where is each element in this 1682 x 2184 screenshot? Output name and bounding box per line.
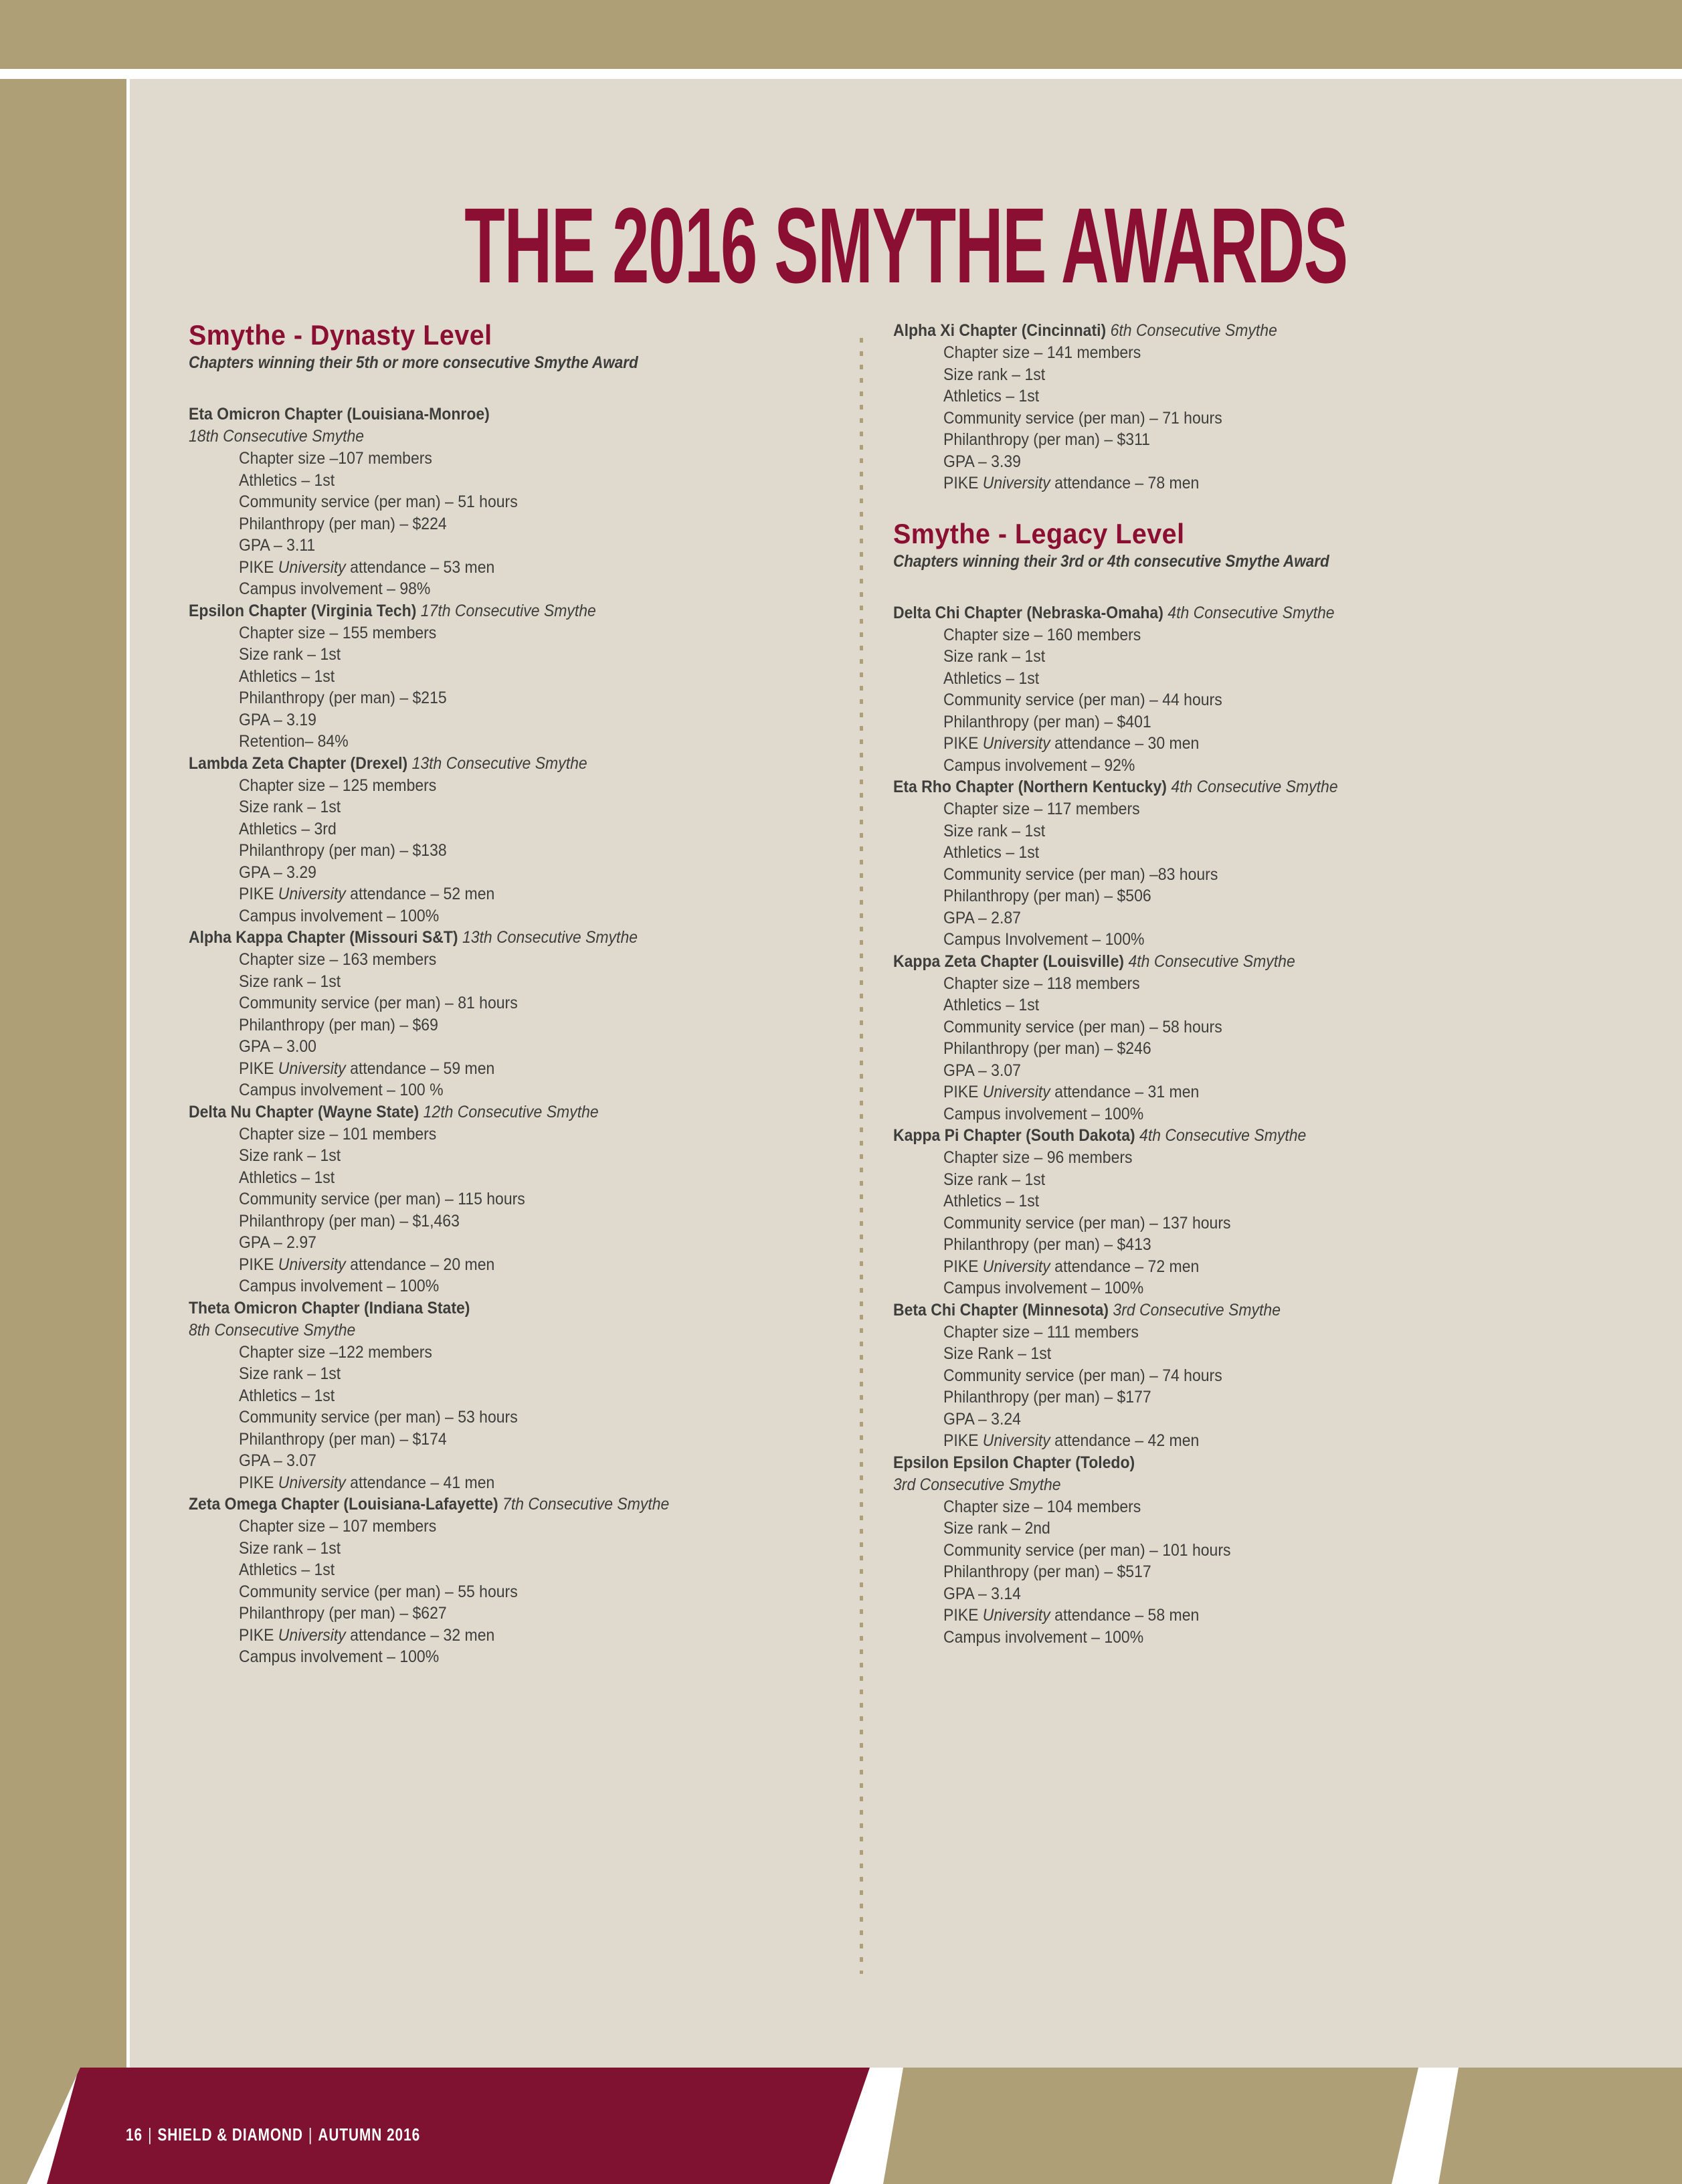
chapter-name: Delta Nu Chapter (Wayne State) 12th Consecutive Smythe [189,1102,599,1121]
chapter-stat: GPA – 3.29 [239,862,316,882]
chapter-stat: Community service (per man) – 53 hours [239,1408,518,1427]
chapter-stat: PIKE University attendance – 32 men [239,1625,495,1645]
section-title-dynasty: Smythe - Dynasty Level [189,319,492,351]
chapter-stat: Size Rank – 1st [943,1344,1052,1363]
chapter-name: Kappa Pi Chapter (South Dakota) 4th Consecutive Smythe [893,1126,1307,1145]
chapter-stat: Size rank – 1st [239,798,341,816]
footer-publication-name: SHIELD & DIAMOND [157,2124,304,2145]
chapter-stat: PIKE University attendance – 41 men [239,1473,495,1492]
chapter-stat: Campus involvement – 100% [943,1627,1144,1647]
chapter-stat: PIKE University attendance – 78 men [943,474,1200,492]
chapter-stat-list [943,1322,1549,1452]
chapter-stat: Philanthropy (per man) – $517 [943,1562,1151,1581]
chapter-stat: Community service (per man) – 137 hours [943,1213,1231,1233]
chapter-stat: Community service (per man) – 58 hours [943,1017,1222,1036]
chapter-stat: Philanthropy (per man) – $224 [239,514,447,533]
footer-separator-1: | [148,2124,153,2145]
chapter-stat: Community service (per man) – 101 hours [943,1540,1231,1560]
chapter-stat: Campus involvement – 100% [943,1104,1144,1123]
column-divider [860,338,863,1974]
chapter-stat-list [943,973,1549,1125]
chapter-stat: Philanthropy (per man) – $177 [943,1388,1151,1406]
chapter-stat: Community service (per man) – 71 hours [943,408,1222,428]
chapter-stat: Community service (per man) – 115 hours [239,1190,525,1208]
chapter-streak: 3rd Consecutive Smythe [893,1475,1061,1494]
chapter-stat-list [943,624,1549,777]
chapter-stat: Philanthropy (per man) – $246 [943,1039,1151,1058]
spacer [893,494,1549,519]
chapter-stat: GPA – 3.07 [943,1061,1021,1080]
chapter-stat: Athletics – 1st [239,1386,335,1405]
chapter-stat: PIKE University attendance – 31 men [943,1083,1200,1101]
chapter-stat: Retention– 84% [239,732,349,751]
chapter-stat: Size rank – 1st [239,1146,341,1165]
right-column [893,320,1549,1648]
chapter-stat: Philanthropy (per man) – $401 [943,712,1151,731]
chapter-stat-list [943,342,1549,494]
chapter-name: Eta Rho Chapter (Northern Kentucky) 4th Consecutive Smythe [893,778,1338,796]
chapter-stat-list [239,775,831,927]
chapter-name: Beta Chi Chapter (Minnesota) 3rd Consecutive Smythe [893,1300,1281,1320]
chapter-stat: PIKE University attendance – 30 men [943,734,1200,753]
chapter-name: Kappa Zeta Chapter (Louisville) 4th Consecutive Smythe [893,951,1295,971]
chapter-stat: Philanthropy (per man) – $215 [239,689,447,707]
chapter-stat: Philanthropy (per man) – $311 [943,430,1150,449]
chapter-stat-list [239,448,831,600]
page-title: THE 2016 SMYTHE AWARDS [464,185,1347,306]
dynasty-chapter-list [189,403,831,1668]
chapter-stat: Chapter size – 104 members [943,1497,1141,1516]
footer-issue: AUTUMN 2016 [318,2124,421,2145]
chapter-stat: Athletics – 1st [239,666,335,686]
chapter-entry [189,927,831,1101]
section-subtitle-dynasty: Chapters winning their 5th or more consecutive Smythe Award [189,353,638,372]
chapter-stat: Campus involvement – 98% [239,579,431,598]
chapter-name: Alpha Kappa Chapter (Missouri S&T) 13th Consecutive Smythe [189,928,638,947]
chapter-stat: Size rank – 1st [943,647,1046,666]
spacer [189,373,831,403]
chapter-stat: PIKE University attendance – 52 men [239,885,495,903]
chapter-stat: Chapter size – 111 members [943,1322,1139,1342]
chapter-stat: PIKE University attendance – 20 men [239,1255,495,1274]
chapter-entry [189,600,831,753]
chapter-streak: 18th Consecutive Smythe [189,427,365,446]
chapter-stat: PIKE University attendance – 58 men [943,1606,1200,1625]
footer-gold-shape-1 [883,2068,1418,2184]
chapter-stat: Community service (per man) – 55 hours [239,1582,518,1601]
chapter-stat: Chapter size – 107 members [239,1517,437,1536]
chapter-name: Epsilon Epsilon Chapter (Toledo) [893,1453,1135,1472]
chapter-stat: PIKE University attendance – 53 men [239,557,495,577]
chapter-entry [893,776,1549,951]
chapter-stat-list [943,1147,1549,1299]
chapter-stat: Size rank – 1st [239,1364,341,1383]
chapter-entry [893,951,1549,1125]
chapter-stat: Community service (per man) – 51 hours [239,492,518,511]
chapter-stat: GPA – 2.97 [239,1233,316,1252]
chapter-stat: Size rank – 1st [239,645,341,664]
legacy-chapter-list [893,602,1549,1649]
chapter-name: Lambda Zeta Chapter (Drexel) 13th Consecutive Smythe [189,753,587,773]
footer-page-number: 16 [126,2124,143,2145]
chapter-stat: Size rank – 2nd [943,1519,1050,1538]
chapter-stat: Philanthropy (per man) – $138 [239,841,447,860]
chapter-name: Alpha Xi Chapter (Cincinnati) 6th Consecutive Smythe [893,321,1277,340]
chapter-stat: Size rank – 1st [943,821,1046,840]
chapter-entry [189,1297,831,1494]
chapter-stat: Philanthropy (per man) – $413 [943,1235,1151,1254]
chapter-stat-list [239,622,831,753]
chapter-stat: Campus involvement – 92% [943,755,1135,775]
chapter-entry [189,1101,831,1297]
chapter-stat: GPA – 3.11 [239,536,316,555]
chapter-entry [189,753,831,927]
chapter-stat: Campus involvement – 100 % [239,1081,444,1099]
chapter-stat: Community service (per man) – 44 hours [943,691,1222,709]
chapter-entry [893,1125,1549,1299]
chapter-stat: Chapter size –107 members [239,449,432,468]
chapter-stat: Campus Involvement – 100% [943,930,1145,949]
chapter-name: Eta Omicron Chapter (Louisiana-Monroe) [189,405,490,424]
chapter-stat: Athletics – 1st [239,1560,335,1579]
chapter-name: Theta Omicron Chapter (Indiana State) [189,1298,470,1317]
chapter-stat: GPA – 2.87 [943,908,1021,927]
chapter-stat-list [239,1516,831,1668]
chapter-stat: Athletics – 3rd [239,819,337,838]
chapter-stat: GPA – 3.39 [943,452,1021,471]
chapter-stat: GPA – 3.07 [239,1451,316,1470]
chapter-stat: GPA – 3.14 [943,1584,1021,1603]
chapter-stat: Athletics – 1st [239,470,335,490]
footer-separator-2: | [308,2124,313,2145]
chapter-stat: Athletics – 1st [943,1192,1040,1210]
top-gold-band [0,0,1682,69]
chapter-stat: Size rank – 1st [943,365,1046,384]
chapter-stat: Campus involvement – 100% [239,1277,440,1295]
chapter-stat: Chapter size – 118 members [943,974,1140,993]
chapter-stat: Athletics – 1st [943,387,1040,405]
chapter-stat: Campus involvement – 100% [943,1279,1144,1297]
left-column [189,320,831,1668]
chapter-stat: Community service (per man) –83 hours [943,864,1218,884]
chapter-name: Zeta Omega Chapter (Louisiana-Lafayette) 7th Consecutive Smythe [189,1495,670,1514]
alpha-xi-chapter-entry [893,320,1549,494]
chapter-stat: Chapter size – 141 members [943,343,1141,362]
chapter-stat: Philanthropy (per man) – $506 [943,887,1151,905]
chapter-stat: GPA – 3.19 [239,710,316,729]
section-title-legacy: Smythe - Legacy Level [893,517,1185,549]
chapter-stat: Philanthropy (per man) – $1,463 [239,1211,460,1231]
chapter-stat: Philanthropy (per man) – $627 [239,1604,447,1623]
chapter-stat: Size rank – 1st [943,1170,1046,1189]
chapter-stat: Athletics – 1st [943,668,1040,688]
chapter-stat: Community service (per man) – 74 hours [943,1366,1222,1385]
chapter-name: Epsilon Chapter (Virginia Tech) 17th Consecutive Smythe [189,601,596,620]
chapter-stat: Community service (per man) – 81 hours [239,994,518,1012]
chapter-stat: Chapter size – 117 members [943,800,1140,818]
footer-credit-line [126,2124,420,2145]
chapter-stat: Philanthropy (per man) – $174 [239,1429,447,1449]
section-subtitle-legacy: Chapters winning their 3rd or 4th consecutive Smythe Award [893,551,1329,571]
chapter-stat-list [943,1496,1549,1649]
chapter-stat: Chapter size – 160 members [943,625,1141,644]
chapter-stat-list [239,949,831,1101]
chapter-entry [893,320,1549,494]
chapter-stat: PIKE University attendance – 42 men [943,1431,1200,1450]
chapter-stat: Athletics – 1st [239,1168,335,1187]
chapter-stat: Chapter size – 101 members [239,1124,437,1144]
chapter-stat: Athletics – 1st [943,996,1040,1014]
chapter-entry [893,1452,1549,1649]
footer-gold-shape-2 [1438,2068,1682,2184]
chapter-stat: PIKE University attendance – 59 men [239,1059,495,1078]
chapter-stat: Chapter size – 163 members [239,950,437,969]
chapter-entry [189,403,831,600]
chapter-stat: Chapter size –122 members [239,1342,432,1362]
chapter-entry [893,602,1549,777]
chapter-stat: Chapter size – 96 members [943,1148,1133,1167]
spacer [893,571,1549,602]
chapter-stat: GPA – 3.00 [239,1037,316,1056]
chapter-entry [189,1493,831,1668]
chapter-stat-list [239,1342,831,1494]
chapter-stat: PIKE University attendance – 72 men [943,1257,1200,1276]
chapter-streak: 8th Consecutive Smythe [189,1320,356,1340]
chapter-stat: Athletics – 1st [943,843,1040,862]
chapter-stat: Size rank – 1st [239,972,341,991]
left-gold-strip [0,79,126,2106]
chapter-stat: Campus involvement – 100% [239,1647,440,1666]
chapter-stat-list [239,1123,831,1297]
chapter-stat: Philanthropy (per man) – $69 [239,1015,438,1034]
chapter-stat: Chapter size – 125 members [239,776,437,795]
chapter-entry [893,1299,1549,1452]
chapter-stat: GPA – 3.24 [943,1409,1021,1429]
chapter-stat-list [943,798,1549,951]
chapter-stat: Campus involvement – 100% [239,906,440,925]
chapter-stat: Size rank – 1st [239,1538,341,1558]
chapter-stat: Chapter size – 155 members [239,623,437,642]
chapter-name: Delta Chi Chapter (Nebraska-Omaha) 4th Consecutive Smythe [893,603,1335,622]
